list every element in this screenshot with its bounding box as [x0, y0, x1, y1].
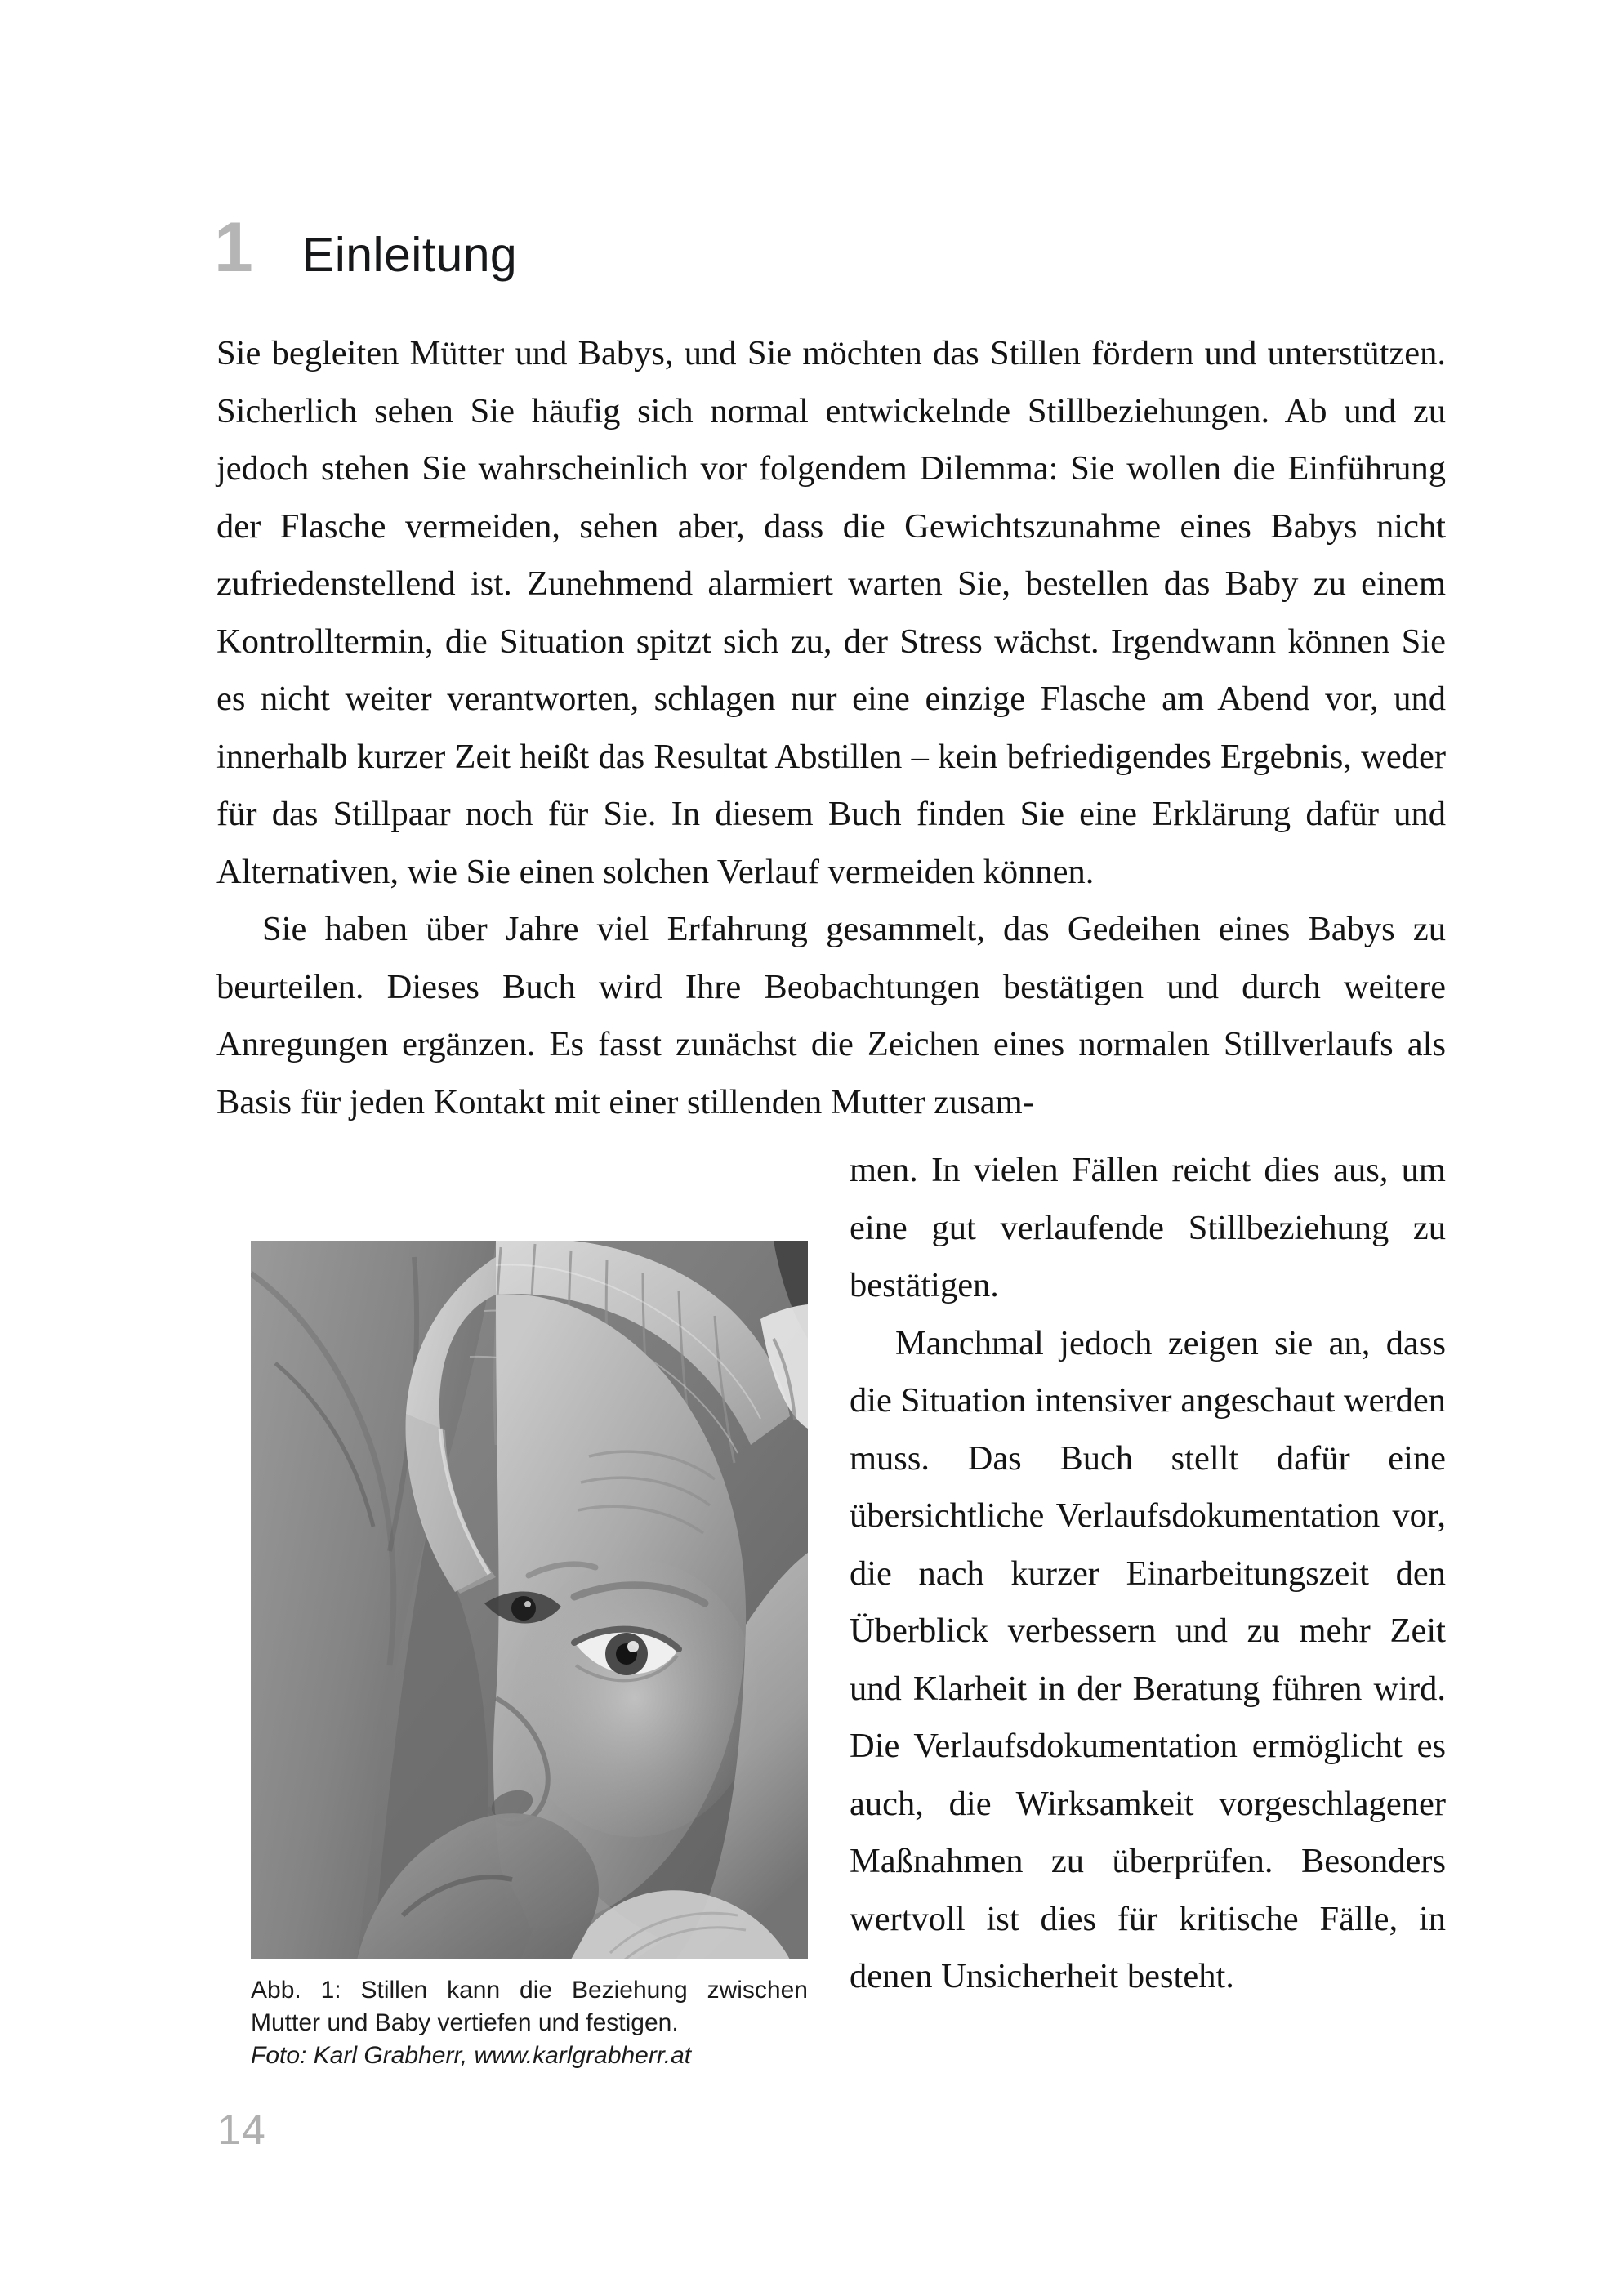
chapter-heading — [214, 198, 1447, 288]
paragraph-intro-2-continued: men. In vielen Fällen reicht dies aus, um eine gut verlaufende Stillbeziehung zu bestätigen. — [850, 1151, 1446, 1304]
figure-photo-credit: Foto: Karl Grabherr, www.karlgrabherr.at — [251, 2042, 692, 2069]
body-text-block — [216, 325, 1446, 1131]
page-title: Einleitung — [302, 227, 518, 282]
figure-photo — [251, 1241, 808, 1959]
paragraph-intro-1: Sie begleiten Mütter und Babys, und Sie möchten das Stillen fördern und unterstützen. Sicherlich sehen Sie häufig sich normal entwickelnde Stillbeziehungen. Ab und zu jedoch stehen Sie wahrscheinlich vor folgendem Dilemma: Sie wollen die Einführung der Flasche vermeiden, sehen aber, dass die Gewichtszunahme eines Babys nicht zufriedenstellend ist. Zunehmend alarmiert warten Sie, bestellen das Baby zu einem Kontrolltermin, die Situation spitzt sich zu, der Stress wächst. Irgendwann können Sie es nicht weiter verantworten, schlagen nur eine einzige Flasche am Abend vor, und innerhalb kurzer Zeit heißt das Resultat Abstillen – kein befriedigendes Ergebnis, weder für das Stillpaar noch für Sie. In diesem Buch finden Sie eine Erklärung dafür und Alternativen, wie Sie einen solchen Verlauf vermeiden können. — [216, 334, 1446, 891]
chapter-number: 1 — [214, 207, 252, 287]
figure-abb-1 — [251, 1241, 808, 2072]
paragraph-intro-3: Manchmal jedoch zeigen sie an, dass die Situation intensiver angeschaut werden muss. Das Buch stellt dafür eine übersichtliche Verlaufsdokumentation vor, die nach kurzer Einarbeitungszeit den Überblick verbessern und zu mehr Zeit und Klarheit in der Beratung führen wird. Die Verlaufsdokumentation ermöglicht es auch, die Wirksamkeit vorgeschlagener Maßnahmen zu überprüfen. Besonders wertvoll ist dies für kritische Fälle, in denen Unsicherheit besteht. — [850, 1323, 1446, 1995]
side-text-column — [850, 1142, 1446, 2006]
figure-caption-text: Abb. 1: Stillen kann die Beziehung zwischen Mutter und Baby vertiefen und festigen. — [251, 1977, 808, 2036]
paragraph-intro-2: Sie haben über Jahre viel Erfahrung gesammelt, das Gedeihen eines Babys zu beurteilen. Dieses Buch wird Ihre Beobachtungen bestätigen und durch weitere Anregungen ergänzen. Es fasst zunächst die Zeichen eines normalen Stillverlaufs als Basis für jeden Kontakt mit einer stillenden Mutter zusam- — [216, 910, 1446, 1121]
figure-caption — [251, 1974, 808, 2072]
page-number: 14 — [217, 2107, 266, 2154]
